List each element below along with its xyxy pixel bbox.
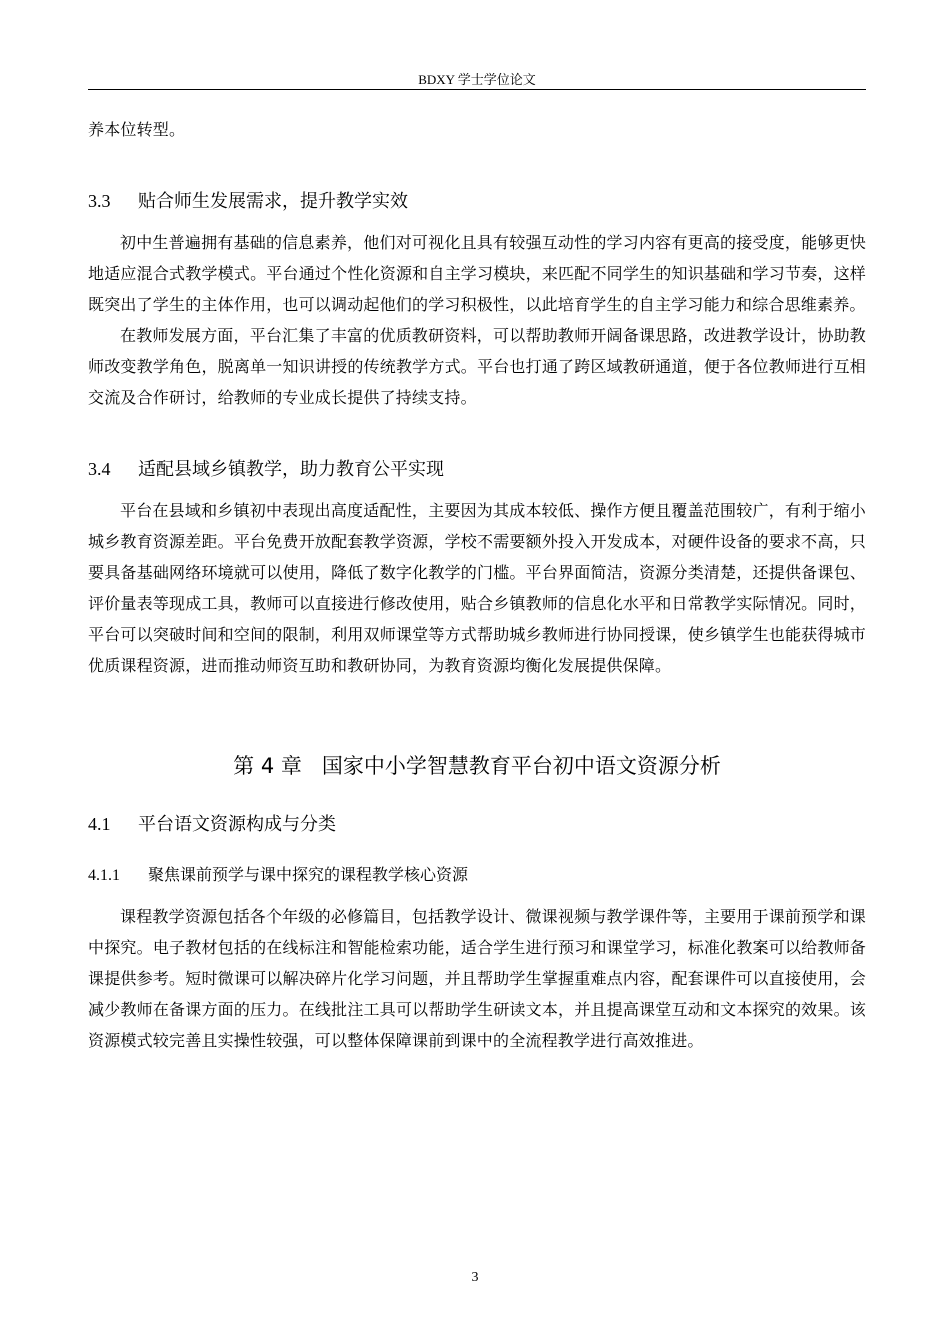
section-title: 适配县域乡镇教学，助力教育公平实现 [138, 459, 444, 480]
subsection-number: 4.1.1 [88, 867, 120, 884]
header-divider [88, 89, 866, 90]
page-number: 3 [471, 1270, 479, 1285]
running-header: BDXY 学士学位论文 [418, 72, 536, 87]
section-number: 3.3 [88, 191, 111, 211]
paragraph-4-1-1-1: 课程教学资源包括各个年级的必修篇目，包括教学设计、微课视频与教学课件等，主要用于课前预学和课中探究。电子教材包括的在线标注和智能检索功能，适合学生进行预习和课堂学习，标准化教案可以给教师备课提供参考。短时微课可以解决碎片化学习问题，并且帮助学生掌握重难点内容，配套课件可以直接使用，会减少教师在备课方面的压力。在线批注工具可以帮助学生研读文本，并且提高课堂互动和文本探究的效果。该资源模式较完善且实操性较强，可以整体保障课前到课中的全流程教学进行高效推进。 [88, 907, 866, 1050]
paragraph-3-3-2: 在教师发展方面，平台汇集了丰富的优质教研资料，可以帮助教师开阔备课思路，改进教学设计，协助教师改变教学角色，脱离单一知识讲授的传统教学方式。平台也打通了跨区域教研通道，便于各位教师进行互相交流及合作研讨，给教师的专业成长提供了持续支持。 [88, 326, 866, 407]
paragraph-3-3-1: 初中生普遍拥有基础的信息素养，他们对可视化且具有较强互动性的学习内容有更高的接受度，能够更快地适应混合式教学模式。平台通过个性化资源和自主学习模块，来匹配不同学生的知识基础和学习节奏，这样既突出了学生的主体作用，也可以调动起他们的学习积极性，以此培育学生的自主学习能力和综合思维素养。 [88, 233, 866, 314]
paragraph-3-4-1: 平台在县域和乡镇初中表现出高度适配性，主要因为其成本较低、操作方便且覆盖范围较广，有利于缩小城乡教育资源差距。平台免费开放配套教学资源，学校不需要额外投入开发成本，对硬件设备的要求不高，只要具备基础网络环境就可以使用，降低了数字化教学的门槛。平台界面简洁，资源分类清楚，还提供备课包、评价量表等现成工具，教师可以直接进行修改使用，贴合乡镇教师的信息化水平和日常教学实际情况。同时，平台可以突破时间和空间的限制，利用双师课堂等方式帮助城乡教师进行协同授课，使乡镇学生也能获得城市优质课程资源，进而推动师资互助和教研协同，为教育资源均衡化发展提供保障。 [88, 501, 866, 675]
section-number: 4.1 [88, 814, 111, 834]
section-number: 3.4 [88, 459, 111, 479]
chapter-title: 国家中小学智慧教育平台初中语文资源分析 [321, 754, 721, 778]
chapter-heading [88, 749, 866, 783]
chapter-number: 第 4 章 [233, 754, 302, 778]
section-heading-3-3 [88, 187, 866, 216]
section-title: 平台语文资源构成与分类 [138, 814, 336, 835]
subsection-title: 聚焦课前预学与课中探究的课程教学核心资源 [148, 865, 469, 884]
section-heading-3-4 [88, 455, 866, 484]
continued-paragraph: 养本位转型。 [88, 120, 186, 139]
section-heading-4-1 [88, 810, 866, 839]
subsection-heading-4-1-1 [88, 861, 866, 890]
page-body [88, 112, 866, 1056]
section-title: 贴合师生发展需求，提升教学实效 [138, 191, 408, 212]
